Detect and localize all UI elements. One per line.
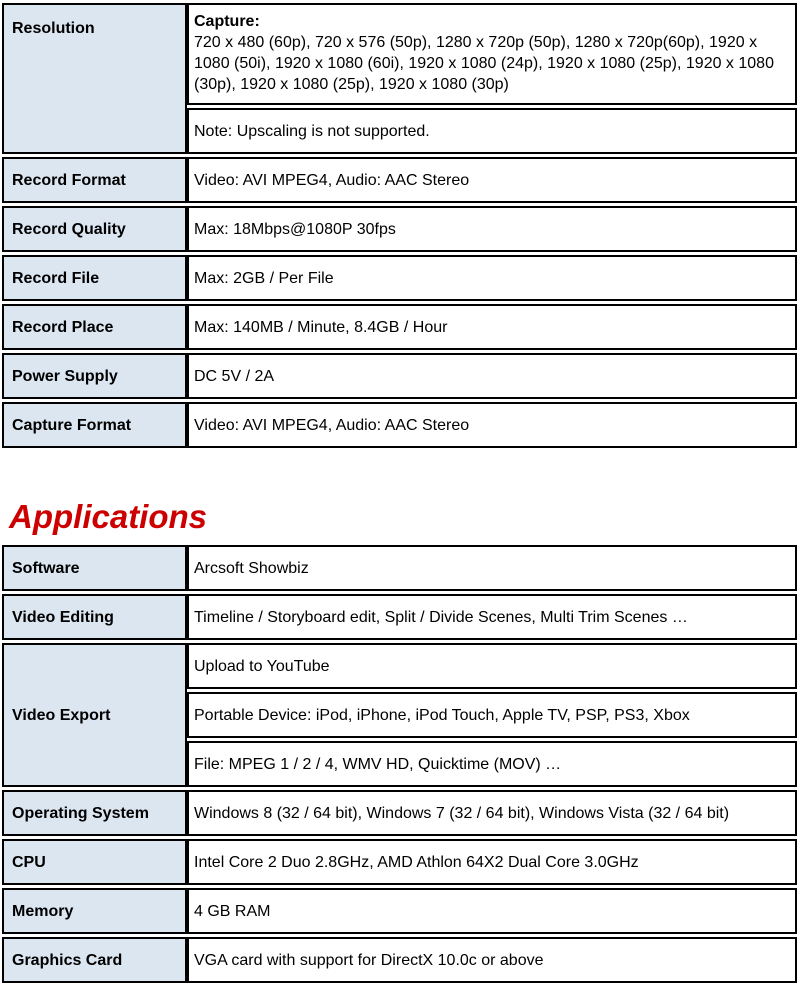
table-row <box>2 594 797 640</box>
row-value-power-supply: DC 5V / 2A <box>187 353 797 399</box>
row-label-record-file: Record File <box>2 255 187 301</box>
resolution-note-cell: Note: Upscaling is not supported. <box>187 108 797 154</box>
row-label-video-editing: Video Editing <box>2 594 187 640</box>
row-value-operating-system: Windows 8 (32 / 64 bit), Windows 7 (32 / 64 bit), Windows Vista (32 / 64 bit) <box>187 790 797 836</box>
row-value-capture-format: Video: AVI MPEG4, Audio: AAC Stereo <box>187 402 797 448</box>
row-value-video-export-file: File: MPEG 1 / 2 / 4, WMV HD, Quicktime (MOV) … <box>187 741 797 787</box>
row-value-record-file: Max: 2GB / Per File <box>187 255 797 301</box>
spec-table-applications <box>2 542 797 986</box>
row-value-video-editing: Timeline / Storyboard edit, Split / Divide Scenes, Multi Trim Scenes … <box>187 594 797 640</box>
table-row <box>2 839 797 885</box>
row-label-graphics-card: Graphics Card <box>2 937 187 983</box>
row-value-graphics-card: VGA card with support for DirectX 10.0c or above <box>187 937 797 983</box>
table-row <box>2 790 797 836</box>
table-row <box>2 3 797 105</box>
row-value-cpu: Intel Core 2 Duo 2.8GHz, AMD Athlon 64X2 Dual Core 3.0GHz <box>187 839 797 885</box>
row-value-memory: 4 GB RAM <box>187 888 797 934</box>
row-value-record-place: Max: 140MB / Minute, 8.4GB / Hour <box>187 304 797 350</box>
row-value-video-export-portable: Portable Device: iPod, iPhone, iPod Touch, Apple TV, PSP, PS3, Xbox <box>187 692 797 738</box>
table-row <box>2 545 797 591</box>
row-value-software: Arcsoft Showbiz <box>187 545 797 591</box>
table-row <box>2 937 797 983</box>
row-label-record-format: Record Format <box>2 157 187 203</box>
row-value-record-format: Video: AVI MPEG4, Audio: AAC Stereo <box>187 157 797 203</box>
table-row <box>2 206 797 252</box>
capture-list: 720 x 480 (60p), 720 x 576 (50p), 1280 x 720p (50p), 1280 x 720p(60p), 1920 x 1080 (50i), 1920 x 1080 (60i), 1920 x 1080 (24p), 1920 x 1080 (25p), 1920 x 1080 (30p), 1920 x 1080 (25p), 1920 x 1080 (30p) <box>194 34 774 93</box>
row-label-resolution: Resolution <box>2 3 187 154</box>
table-row <box>2 888 797 934</box>
table-row <box>2 304 797 350</box>
row-value-record-quality: Max: 18Mbps@1080P 30fps <box>187 206 797 252</box>
table-row <box>2 353 797 399</box>
row-label-software: Software <box>2 545 187 591</box>
spec-table-main <box>2 0 797 451</box>
resolution-capture-cell <box>187 3 797 105</box>
table-row <box>2 255 797 301</box>
capture-title: Capture: <box>194 13 260 30</box>
table-row <box>2 157 797 203</box>
row-value-video-export-youtube: Upload to YouTube <box>187 643 797 689</box>
row-label-video-export: Video Export <box>2 643 187 787</box>
row-label-cpu: CPU <box>2 839 187 885</box>
row-label-power-supply: Power Supply <box>2 353 187 399</box>
row-label-record-quality: Record Quality <box>2 206 187 252</box>
row-label-memory: Memory <box>2 888 187 934</box>
row-label-operating-system: Operating System <box>2 790 187 836</box>
row-label-record-place: Record Place <box>2 304 187 350</box>
row-label-capture-format: Capture Format <box>2 402 187 448</box>
applications-heading: Applications <box>9 498 208 535</box>
table-row <box>2 402 797 448</box>
table-row <box>2 643 797 689</box>
